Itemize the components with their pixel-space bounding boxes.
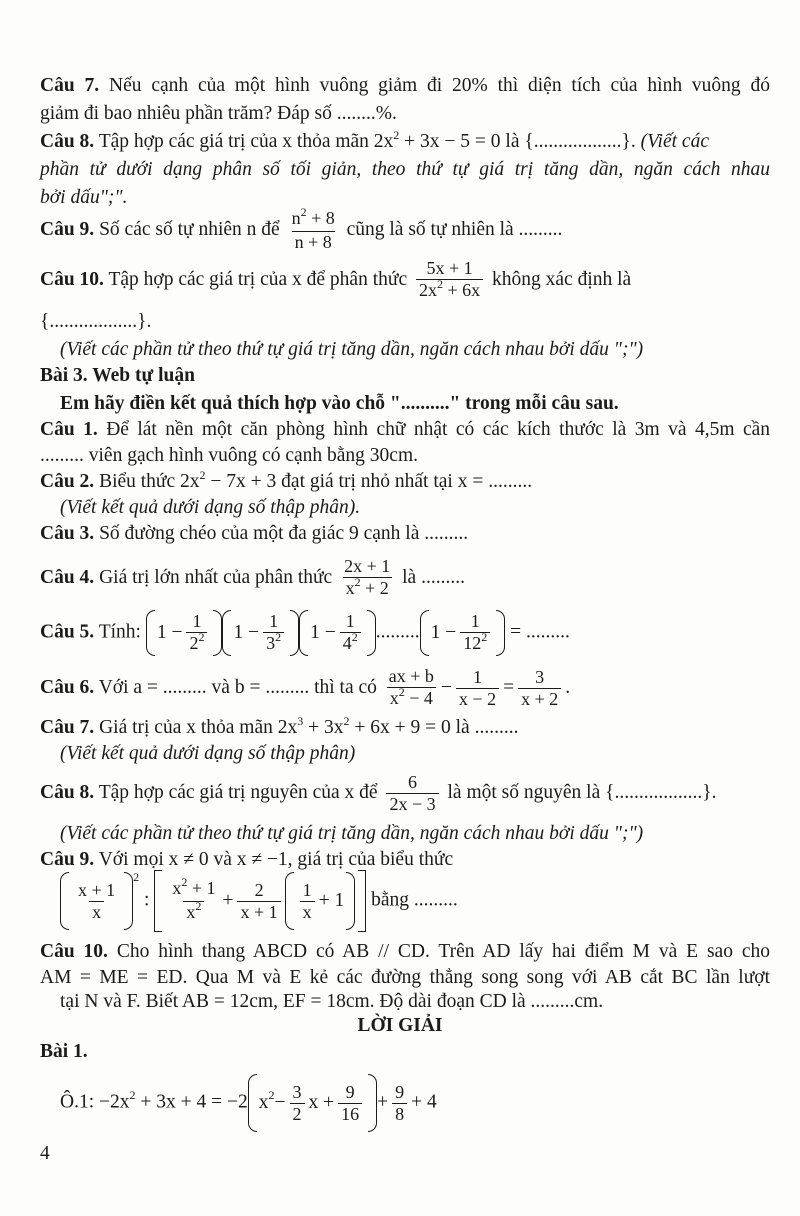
c10-line2: AM = ME = ED. Qua M và E kẻ các đường thẳng song song với AB cắt BC lần lượt: [40, 967, 770, 988]
c2-line: Câu 2. Biểu thức $2x^2 - 7x + 3$ đạt giá trị nhỏ nhất tại x = .........: [40, 468, 533, 492]
c6-line: Câu 6. Với a = ......... và b = ......... thì ta có $\frac{ax + b}{x^2 - 4}$ − $\frac{1}{x - 2}$ = $\frac{3}{x + 2}$ .: [40, 666, 571, 709]
c9-expression: $\frac{x + 1}{x}$ $^2$ : $\frac{x^2 + 1}{x^2}$ + $\frac{2}{x + 1}$ $\frac{1}{x}$ + 1 bằng .........: [60, 870, 770, 932]
c8-note: (Viết các phần tử theo thứ tự giá trị tăng dần, ngăn cách nhau bởi dấu ";"): [60, 823, 644, 844]
c7-note: (Viết kết quả dưới dạng số thập phân): [60, 743, 356, 764]
q9-fraction: $\frac{n^2 + 8}{n + 8}$: [291, 205, 335, 252]
q10-line1: Câu 10. Tập hợp các giá trị của x để phân thức $\frac{5x + 1}{2x^2 + 6x}$ không xác định là: [40, 258, 770, 303]
c10-line3: tại N và F. Biết AB = 12cm, EF = 18cm. Độ dài đoạn CD là .........cm.: [60, 991, 604, 1012]
solution-o1: Ô.1: $-2x^2 + 3x + 4 = -2$ x $^2$ − $\frac{3}{2}$ x + $\frac{9}{16}$ + $\frac{9}{8}$ + 4: [60, 1074, 770, 1132]
q10-note: (Viết các phần tử theo thứ tự giá trị tăng dần, ngăn cách nhau bởi dấu ";"): [60, 339, 644, 360]
c9-line1: Câu 9. Với mọi x ≠ 0 và x ≠ −1, giá trị của biểu thức: [40, 849, 454, 870]
q7-line2: giảm đi bao nhiêu phần trăm? Đáp số ........%.: [40, 103, 397, 124]
c1-line2: ......... viên gạch hình vuông có cạnh bằng 30cm.: [40, 445, 418, 466]
c4-fraction: $\frac{2x + 1}{x^2 + 2}$: [341, 556, 393, 601]
bai3-instruction: Em hãy điền kết quả thích hợp vào chỗ ".........." trong mỗi câu sau.: [60, 393, 619, 414]
q10-line2: {..................}.: [40, 311, 152, 332]
q7-line1: Câu 7. Nếu cạnh của một hình vuông giảm đi 20% thì diện tích của hình vuông đó: [40, 75, 771, 96]
q10-fraction: $\frac{5x + 1}{2x^2 + 6x}$: [416, 258, 483, 303]
c2-note: (Viết kết quả dưới dạng số thập phân).: [60, 497, 361, 518]
q8-line3: bởi dấu";".: [40, 187, 128, 208]
solution-bai1: Bài 1.: [40, 1041, 88, 1062]
c1-line1: Câu 1. Để lát nền một căn phòng hình chữ nhật có các kích thước là 3m và 4,5m cần: [40, 419, 770, 440]
c7-line: Câu 7. Giá trị của x thỏa mãn $2x^3 + 3x^2 + 6x + 9 = 0$ là .........: [40, 714, 519, 738]
c5-line: Câu 5. Tính: 1 − $\frac{1}{2^2}$ 1 − $\frac{1}{3^2}$ 1 − $\frac{1}{4^2}$ ......... 1 − $\frac{1}{12^2}$ = .........: [40, 610, 770, 656]
c8-line: Câu 8. Tập hợp các giá trị nguyên của x để $\frac{6}{2x - 3}$ là một số nguyên là {..................}.: [40, 772, 717, 814]
bai3-title: Bài 3. Web tự luận: [40, 365, 195, 386]
q8-line2: phần tử dưới dạng phân số tối giản, theo thứ tự giá trị tăng dần, ngăn cách nhau: [40, 159, 770, 180]
solution-title: LỜI GIẢI: [357, 1015, 443, 1036]
q9-line: Câu 9. Số các số tự nhiên n để $\frac{n^2 + 8}{n + 8}$ cũng là số tự nhiên là .........: [40, 205, 563, 252]
c8-fraction: $\frac{6}{2x - 3}$: [386, 772, 438, 815]
page-number: 4: [40, 1143, 50, 1164]
c4-line: Câu 4. Giá trị lớn nhất của phân thức $\frac{2x + 1}{x^2 + 2}$ là .........: [40, 556, 770, 601]
c3-line: Câu 3. Số đường chéo của một đa giác 9 cạnh là .........: [40, 523, 469, 544]
q8-line1: Câu 8. Tập hợp các giá trị của x thỏa mãn $2x^2 + 3x - 5 = 0$ là {..................}. (Viết các: [40, 128, 709, 152]
c10-line1: Câu 10. Cho hình thang ABCD có AB // CD. Trên AD lấy hai điểm M và E sao cho: [40, 941, 770, 962]
